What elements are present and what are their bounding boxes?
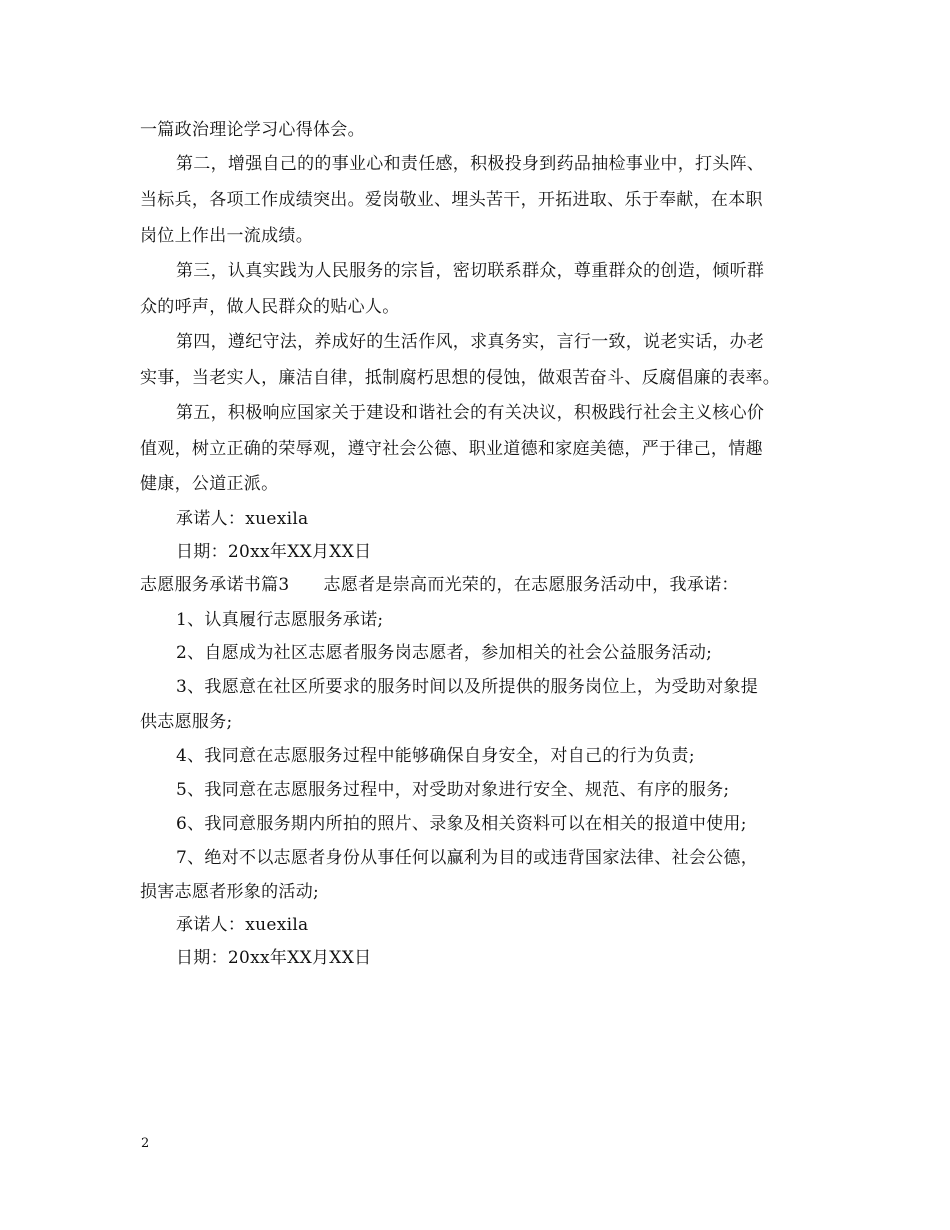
- date-line: 日期：20xx年XX月XX日: [176, 542, 372, 562]
- pledge-item-6: 6、我同意服务期内所拍的照片、录象及相关资料可以在相关的报道中使用;: [176, 814, 747, 834]
- text-line: 岗位上作出一流成绩。: [140, 226, 313, 246]
- pledge-item-1: 1、认真履行志愿服务承诺;: [176, 610, 384, 630]
- section-intro: 志愿者是崇高而光荣的，在志愿服务活动中，我承诺：: [323, 575, 739, 595]
- text-line: 众的呼声，做人民群众的贴心人。: [140, 297, 400, 317]
- date-line: 日期：20xx年XX月XX日: [176, 948, 372, 968]
- text-line: 健康，公道正派。: [140, 474, 279, 494]
- pledge-item-3: 3、我愿意在社区所要求的服务时间以及所提供的服务岗位上，为受助对象提: [176, 677, 759, 697]
- pledge-item-2: 2、自愿成为社区志愿者服务岗志愿者，参加相关的社会公益服务活动;: [176, 643, 713, 663]
- paragraph-third: 第三，认真实践为人民服务的宗旨，密切联系群众，尊重群众的创造，倾听群: [176, 261, 765, 281]
- section-title: 志愿服务承诺书篇3: [140, 575, 290, 595]
- text-line: 实事，当老实人，廉洁自律，抵制腐朽思想的侵蚀，做艰苦奋斗、反腐倡廉的表率。: [140, 368, 781, 388]
- text-line: 一篇政治理论学习心得体会。: [140, 120, 365, 140]
- text-line: 当标兵，各项工作成绩突出。爱岗敬业、埋头苦干，开拓进取、乐于奉献，在本职: [140, 190, 763, 210]
- text-line: 供志愿服务;: [140, 712, 233, 732]
- paragraph-fourth: 第四，遵纪守法，养成好的生活作风，求真务实，言行一致，说老实话，办老: [176, 332, 765, 352]
- text-line: 损害志愿者形象的活动;: [140, 882, 320, 902]
- pledge-item-5: 5、我同意在志愿服务过程中，对受助对象进行安全、规范、有序的服务;: [176, 780, 730, 800]
- text-line: 值观，树立正确的荣辱观，遵守社会公德、职业道德和家庭美德，严于律己，情趣: [140, 439, 763, 459]
- signatory-line: 承诺人：xuexila: [176, 915, 309, 935]
- paragraph-second: 第二，增强自己的的事业心和责任感，积极投身到药品抽检事业中，打头阵、: [176, 154, 765, 174]
- signatory-line: 承诺人：xuexila: [176, 509, 309, 529]
- pledge-item-7: 7、绝对不以志愿者身份从事任何以赢利为目的或违背国家法律、社会公德，: [176, 848, 759, 868]
- page-number: 2: [141, 1136, 150, 1151]
- pledge-item-4: 4、我同意在志愿服务过程中能够确保自身安全，对自己的行为负责;: [176, 746, 695, 766]
- paragraph-fifth: 第五，积极响应国家关于建设和谐社会的有关决议，积极践行社会主义核心价: [176, 403, 765, 423]
- section-heading-line: [140, 575, 739, 595]
